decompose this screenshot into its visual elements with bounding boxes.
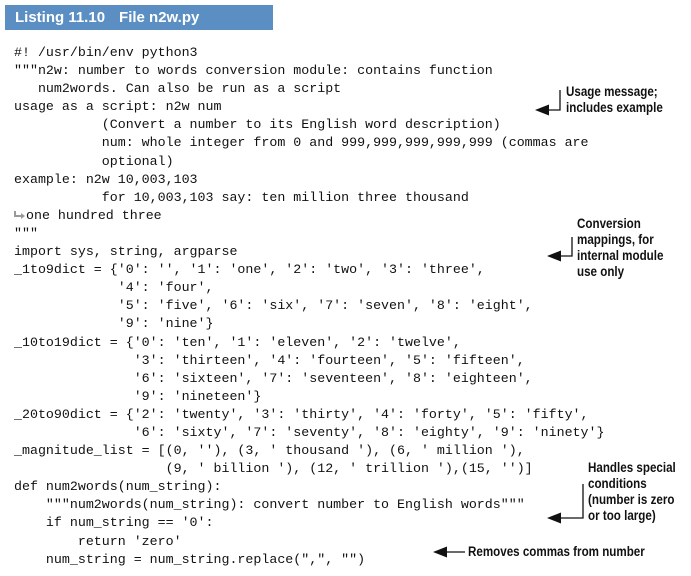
code-line: '6': 'sixteen', '7': 'seventeen', '8': 'eighteen', [14, 370, 533, 386]
annotation-removes-commas: Removes commas from number [468, 544, 645, 559]
code-line: '5': 'five', '6': 'six', '7': 'seven', '8': 'eight', [14, 298, 533, 314]
code-line: def num2words(num_string): [14, 479, 222, 495]
code-line: optional) [14, 153, 174, 169]
code-line: num_string = num_string.replace(",", "") [14, 551, 366, 567]
code-line: (Convert a number to its English word description) [14, 117, 501, 133]
code-line: """num2words(num_string): convert number to English words""" [14, 497, 525, 513]
code-line-continued [14, 207, 604, 225]
annotation-special-conditions: Handles special conditions (number is zero or too large) [588, 460, 676, 523]
code-line: '9': 'nine'} [14, 316, 214, 332]
code-line: usage as a script: n2w num [14, 99, 222, 115]
code-line: (9, ' billion '), (12, ' trillion '),(15, '')] [14, 461, 533, 477]
code-listing [14, 44, 604, 569]
code-line: if num_string == '0': [14, 515, 214, 531]
code-line: """n2w: number to words conversion module: contains function [14, 63, 493, 79]
code-line: example: n2w 10,003,103 [14, 171, 198, 187]
code-line: _10to19dict = {'0': 'ten', '1': 'eleven', '2': 'twelve', [14, 334, 461, 350]
code-line: '3': 'thirteen', '4': 'fourteen', '5': 'fifteen', [14, 352, 525, 368]
continuation-arrow-icon [14, 210, 26, 220]
code-line: num: whole integer from 0 and 999,999,999,999,999 (commas are [14, 135, 589, 151]
code-line: for 10,003,103 say: ten million three thousand [14, 189, 469, 205]
listing-header [5, 5, 273, 30]
code-line: _magnitude_list = [(0, ''), (3, ' thousand '), (6, ' million '), [14, 443, 525, 459]
listing-file-name: File n2w.py [119, 9, 200, 26]
annotation-conversion-mappings: Conversion mappings, for internal module use only [577, 216, 664, 279]
code-line: '4': 'four', [14, 280, 214, 296]
code-line: """ [14, 225, 38, 241]
code-line: '6': 'sixty', '7': 'seventy', '8': 'eighty', '9': 'ninety'} [14, 424, 605, 440]
annotation-usage-message: Usage message; includes example [566, 84, 663, 115]
code-line: return 'zero' [14, 533, 182, 549]
code-line-text: one hundred three [26, 207, 162, 223]
code-line: '9': 'nineteen'} [14, 388, 262, 404]
code-line: _20to90dict = {'2': 'twenty', '3': 'thirty', '4': 'forty', '5': 'fifty', [14, 406, 589, 422]
code-line: _1to9dict = {'0': '', '1': 'one', '2': 'two', '3': 'three', [14, 262, 485, 278]
code-line: num2words. Can also be run as a script [14, 81, 342, 97]
code-line: import sys, string, argparse [14, 244, 238, 260]
listing-number: Listing 11.10 [15, 9, 106, 26]
code-line: #! /usr/bin/env python3 [14, 45, 198, 60]
